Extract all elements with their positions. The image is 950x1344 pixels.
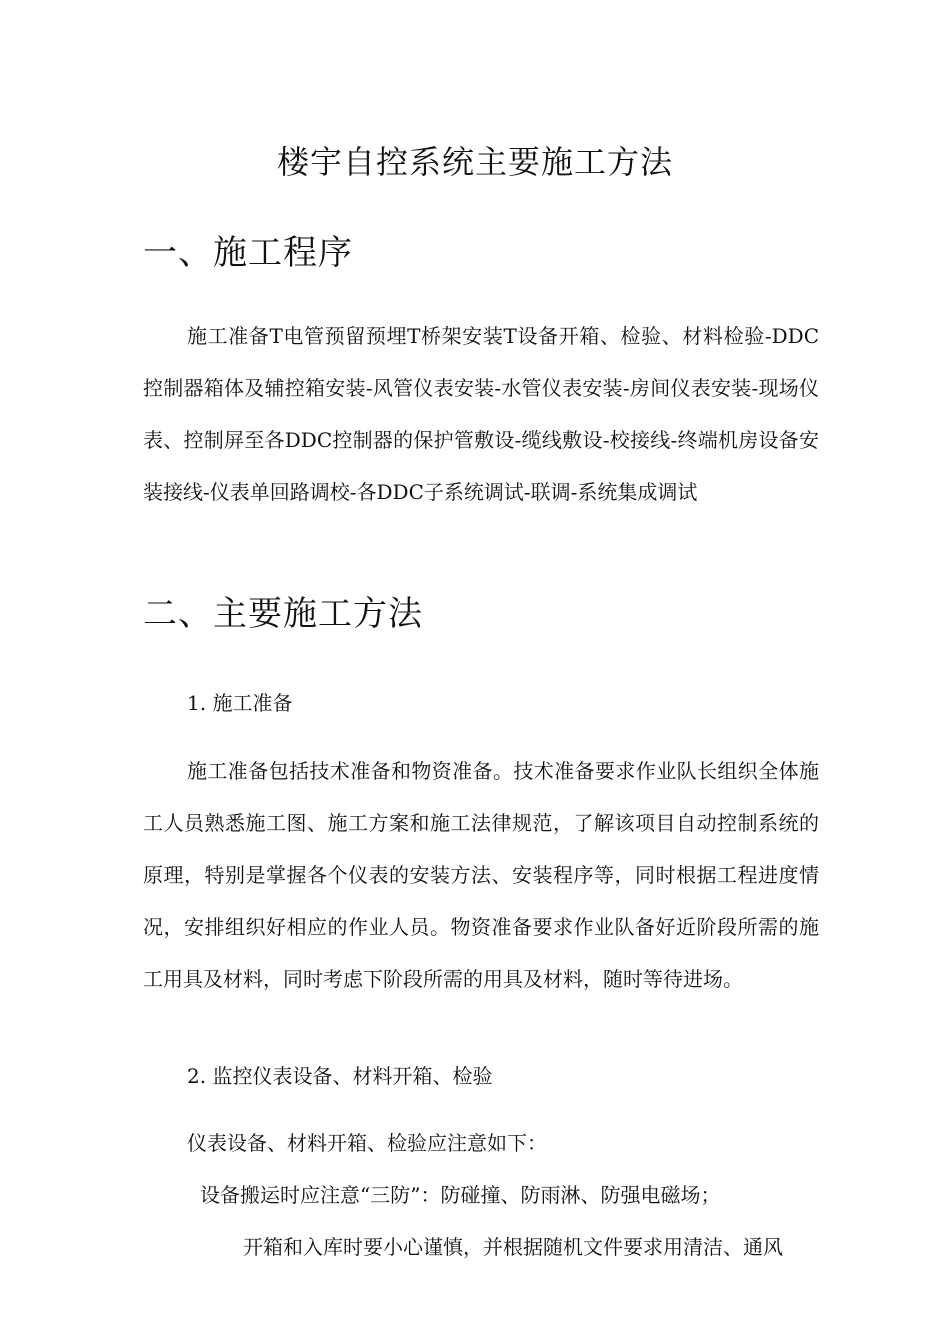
section-heading-main-methods: 二、主要施工方法 xyxy=(143,594,423,634)
subsection-heading-inspection: 2. 监控仪表设备、材料开箱、检验 xyxy=(187,1064,493,1088)
preparation-paragraph: 施工准备包括技术准备和物资准备。技术准备要求作业队长组织全体施工人员熟悉施工图、施工方案和施工法律规范，了解该项目自动控制系统的原理，特别是掌握各个仪表的安装方法、安装程序等，同时根据工程进度情况，安排组织好相应的作业人员。物资准备要求作业队备好近阶段所需的施工用具及材料，同时考虑下阶段所需的用具及材料，随时等待进场。 xyxy=(143,759,819,991)
subsection-heading-preparation: 1. 施工准备 xyxy=(187,691,293,715)
transport-note: 设备搬运时应注意“三防”：防碰撞、防雨淋、防强电磁场； xyxy=(200,1183,721,1207)
document-title: 楼宇自控系统主要施工方法 xyxy=(276,143,673,181)
inspection-intro: 仪表设备、材料开箱、检验应注意如下： xyxy=(187,1131,547,1155)
unpacking-note: 开箱和入库时要小心谨慎，并根据随机文件要求用清洁、通风 xyxy=(243,1235,783,1259)
procedure-paragraph: 施工准备T电管预留预埋T桥架安装T设备开箱、检验、材料检验-DDC控制器箱体及辅控箱安装-风管仪表安装-水管仪表安装-房间仪表安装-现场仪表、控制屏至各DDC控制器的保护管敷设-缆线敷设-校接线-终端机房设备安装接线-仪表单回路调校-各DDC子系统调试-联调-系统集成调试 xyxy=(143,324,819,504)
section-heading-construction-procedure: 一、施工程序 xyxy=(143,233,353,273)
